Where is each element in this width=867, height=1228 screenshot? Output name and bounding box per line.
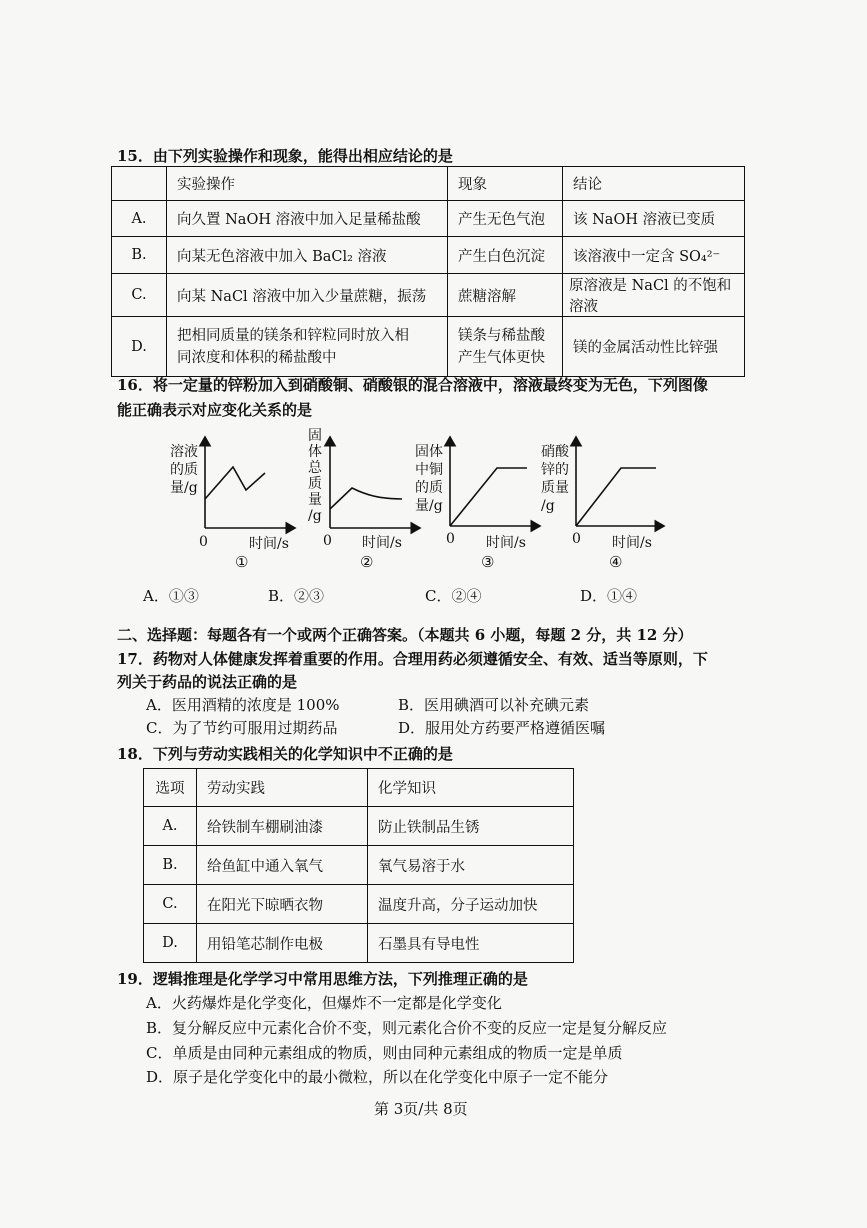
y-axis-label-line: 量 [308, 492, 322, 508]
table-row [144, 846, 574, 885]
x-axis-label: 时间/s [486, 535, 526, 551]
q19-option-b: B．复分解反应中元素化合价不变，则元素化合价不变的反应一定是复分解反应 [146, 1019, 668, 1037]
q16-option-b: B．②③ [268, 587, 325, 605]
data-line [450, 468, 527, 526]
q17-option-b: B．医用碘酒可以补充碘元素 [398, 696, 590, 714]
table-header-cell: 劳动实践 [197, 769, 368, 807]
origin-label: 0 [446, 531, 455, 547]
conclusion-cell: 原溶液是 NaCl 的不饱和溶液 [563, 274, 745, 317]
data-line [330, 488, 402, 509]
y-axis-label-line: /g [308, 508, 322, 524]
y-axis-label-line: 中铜 [415, 462, 443, 478]
row-label: A. [144, 807, 197, 846]
y-axis-label-line: 锌的 [541, 462, 569, 478]
y-axis-label-line: 量/g [170, 480, 198, 496]
q19-option-d: D．原子是化学变化中的最小微粒，所以在化学变化中原子一定不能分 [146, 1068, 609, 1086]
origin-label: 0 [572, 531, 581, 547]
origin-label: 0 [199, 534, 208, 550]
page-footer: 第 3页/共 8页 [374, 1100, 468, 1118]
q19-option-c: C．单质是由同种元素组成的物质，则由同种元素组成的物质一定是单质 [146, 1044, 623, 1062]
y-axis-label-line: 量/g [415, 498, 443, 514]
q15-stem: 15．由下列实验操作和现象，能得出相应结论的是 [117, 147, 453, 165]
conclusion-cell: 该 NaOH 溶液已变质 [563, 201, 745, 237]
graph-number: ④ [609, 553, 623, 571]
q16-option-d: D．①④ [580, 587, 638, 605]
q19-stem: 19．逻辑推理是化学学习中常用思维方法，下列推理正确的是 [117, 970, 528, 988]
phenomenon-cell: 产生无色气泡 [448, 201, 563, 237]
phenomenon-line: 产生气体更快 [458, 349, 545, 366]
q17-stem-line: 列关于药品的说法正确的是 [117, 673, 298, 691]
y-axis-label-line: 固 [308, 428, 322, 444]
y-axis-label-line: 固体 [415, 444, 443, 460]
q17-stem-line: 17．药物对人体健康发挥着重要的作用。合理用药必须遵循安全、有效、适当等原则，下 [117, 650, 708, 668]
q17-option-c: C．为了节约可服用过期药品 [146, 719, 338, 737]
q17-option-a: A．医用酒精的浓度是 100% [146, 696, 340, 714]
practice-cell: 在阳光下晾晒衣物 [197, 885, 368, 924]
x-axis-label: 时间/s [612, 535, 652, 551]
origin-label: 0 [323, 533, 332, 549]
operation-line: 把相同质量的镁条和锌粒同时放入相 [177, 327, 409, 344]
q19-option-a: A．火药爆炸是化学变化，但爆炸不一定都是化学变化 [146, 994, 502, 1012]
practice-cell: 给鱼缸中通入氧气 [197, 846, 368, 885]
q17-option-d: D．服用处方药要严格遵循医嘱 [398, 719, 606, 737]
y-axis-label-line: /g [541, 498, 555, 514]
phenomenon-line: 镁条与稀盐酸 [458, 327, 545, 344]
graph-number: ② [360, 553, 374, 571]
row-label: D. [112, 317, 167, 377]
row-label: C. [112, 274, 167, 317]
data-line [205, 467, 265, 499]
conclusion-cell: 该溶液中一定含 SO₄²⁻ [563, 237, 745, 274]
operation-cell: 向某无色溶液中加入 BaCl₂ 溶液 [167, 237, 448, 274]
table-header-row [144, 769, 574, 807]
y-axis-label-line: 总 [308, 460, 322, 476]
y-axis-label-line: 的质 [170, 462, 198, 478]
graph-4 [541, 437, 664, 571]
practice-cell: 给铁制车棚刷油漆 [197, 807, 368, 846]
table-row [144, 807, 574, 846]
q16-stem-line: 能正确表示对应变化关系的是 [117, 401, 313, 419]
phenomenon-cell: 蔗糖溶解 [448, 274, 563, 317]
operation-cell: 向某 NaCl 溶液中加入少量蔗糖，振荡 [167, 274, 448, 317]
table-row [144, 885, 574, 924]
q16-stem-line: 16．将一定量的锌粉加入到硝酸铜、硝酸银的混合溶液中，溶液最终变为无色，下列图像 [117, 376, 708, 394]
graph-number: ① [235, 553, 249, 571]
knowledge-cell: 温度升高，分子运动加快 [368, 885, 574, 924]
operation-cell: 向久置 NaOH 溶液中加入足量稀盐酸 [167, 201, 448, 237]
row-label: A. [112, 201, 167, 237]
q18-table [143, 768, 574, 963]
y-axis-label-line: 质 [308, 476, 322, 492]
y-axis-label-line: 硝酸 [541, 444, 569, 460]
row-label: B. [112, 237, 167, 274]
row-label: B. [144, 846, 197, 885]
knowledge-cell: 石墨具有导电性 [368, 924, 574, 963]
graph-3 [415, 437, 540, 571]
table-header-cell: 结论 [563, 167, 745, 201]
q16-option-a: A．①③ [143, 587, 199, 605]
data-line [576, 468, 656, 526]
row-label: C. [144, 885, 197, 924]
table-row [144, 924, 574, 963]
conclusion-cell: 镁的金属活动性比锌强 [563, 317, 745, 377]
section-heading: 二、选择题：每题各有一个或两个正确答案。（本题共 6 小题，每题 2 分，共 12 分） [117, 626, 693, 644]
graph-1 [170, 437, 295, 571]
y-axis-label-line: 体 [308, 444, 322, 460]
q18-stem: 18．下列与劳动实践相关的化学知识中不正确的是 [117, 745, 453, 763]
phenomenon-cell: 产生白色沉淀 [448, 237, 563, 274]
row-label: D. [144, 924, 197, 963]
operation-line: 同浓度和体积的稀盐酸中 [177, 349, 337, 366]
table-header-cell: 现象 [448, 167, 563, 201]
practice-cell: 用铅笔芯制作电极 [197, 924, 368, 963]
table-header-cell: 实验操作 [167, 167, 448, 201]
knowledge-cell: 防止铁制品生锈 [368, 807, 574, 846]
knowledge-cell: 氧气易溶于水 [368, 846, 574, 885]
table-header-cell: 化学知识 [368, 769, 574, 807]
table-header-cell: 选项 [144, 769, 197, 807]
y-axis-label-line: 溶液 [170, 444, 198, 460]
q16-option-c: C．②④ [425, 587, 482, 605]
y-axis-label-line: 质量 [541, 480, 569, 496]
graph-2 [308, 428, 420, 571]
x-axis-label: 时间/s [362, 535, 402, 551]
x-axis-label: 时间/s [249, 536, 289, 552]
y-axis-label-line: 的质 [415, 480, 443, 496]
graph-number: ③ [481, 553, 495, 571]
